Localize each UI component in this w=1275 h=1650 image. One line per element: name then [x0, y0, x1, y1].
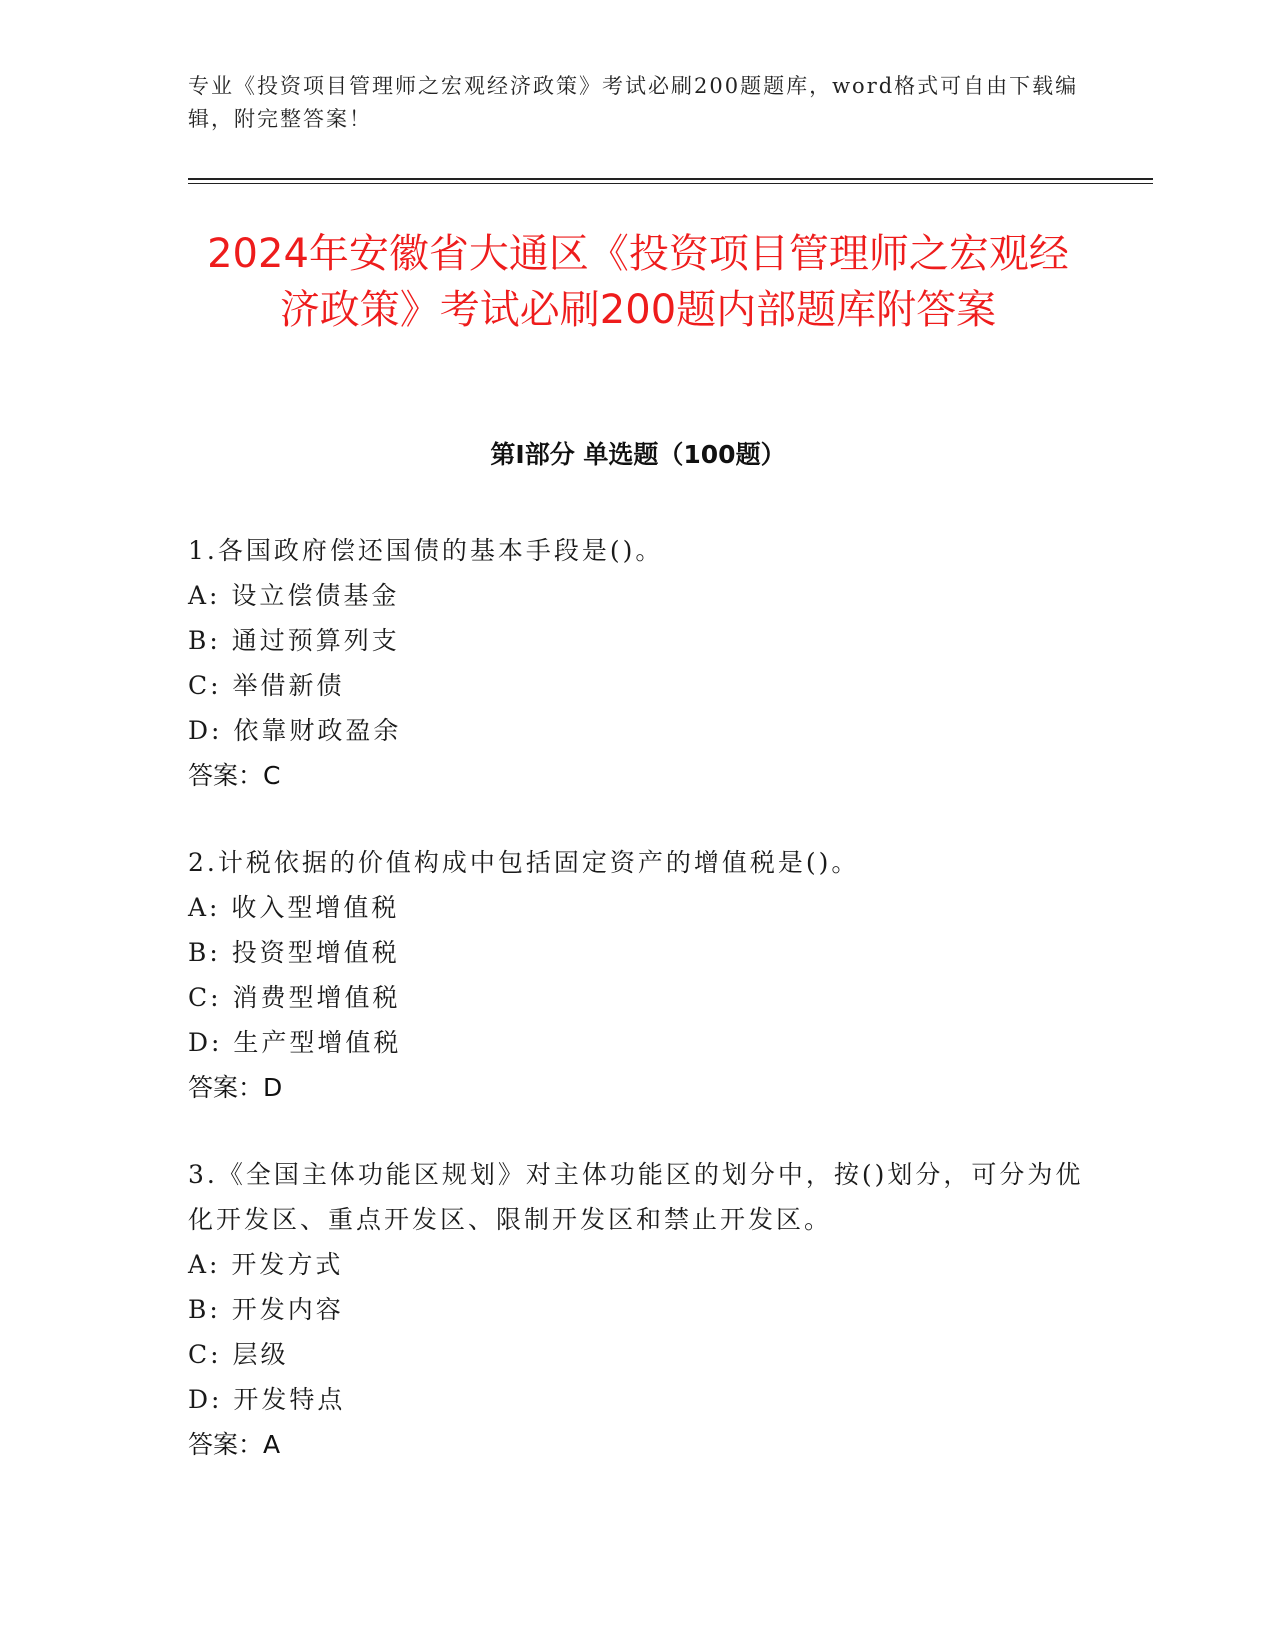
- question-item: [188, 1152, 1088, 1467]
- answer-line: 答案：A: [188, 1430, 281, 1459]
- question-stem: 2.计税依据的价值构成中包括固定资产的增值税是()。: [188, 848, 860, 877]
- answer-line: 答案：D: [188, 1073, 283, 1102]
- option-d: D: 开发特点: [188, 1385, 346, 1414]
- option-a: A: 收入型增值税: [188, 893, 400, 922]
- header-divider-thin: [188, 183, 1153, 184]
- question-stem: 3.《全国主体功能区规划》对主体功能区的划分中，按()划分，可分为优化开发区、重点开发区、限制开发区和禁止开发区。: [188, 1160, 1084, 1234]
- option-b: B: 通过预算列支: [188, 626, 400, 655]
- option-c: C: 举借新债: [188, 671, 345, 700]
- document-title: 2024年安徽省大通区《投资项目管理师之宏观经济政策》考试必刷200题内部题库附答案: [207, 231, 1069, 333]
- option-c: C: 层级: [188, 1340, 289, 1369]
- header-note: 专业《投资项目管理师之宏观经济政策》考试必刷200题题库，word格式可自由下载编辑，附完整答案！: [188, 74, 1079, 131]
- option-c: C: 消费型增值税: [188, 983, 401, 1012]
- question-item: [188, 840, 1088, 1110]
- question-list: [188, 528, 1088, 1509]
- option-a: A: 设立偿债基金: [188, 581, 400, 610]
- header-divider-thick: [188, 178, 1153, 180]
- question-stem: 1.各国政府偿还国债的基本手段是()。: [188, 536, 664, 565]
- option-a: A: 开发方式: [188, 1250, 344, 1279]
- question-item: [188, 528, 1088, 798]
- option-b: B: 投资型增值税: [188, 938, 400, 967]
- section-heading: 第Ⅰ部分 单选题（100题）: [490, 440, 786, 469]
- option-b: B: 开发内容: [188, 1295, 344, 1324]
- option-d: D: 生产型增值税: [188, 1028, 402, 1057]
- option-d: D: 依靠财政盈余: [188, 716, 402, 745]
- answer-line: 答案：C: [188, 761, 281, 790]
